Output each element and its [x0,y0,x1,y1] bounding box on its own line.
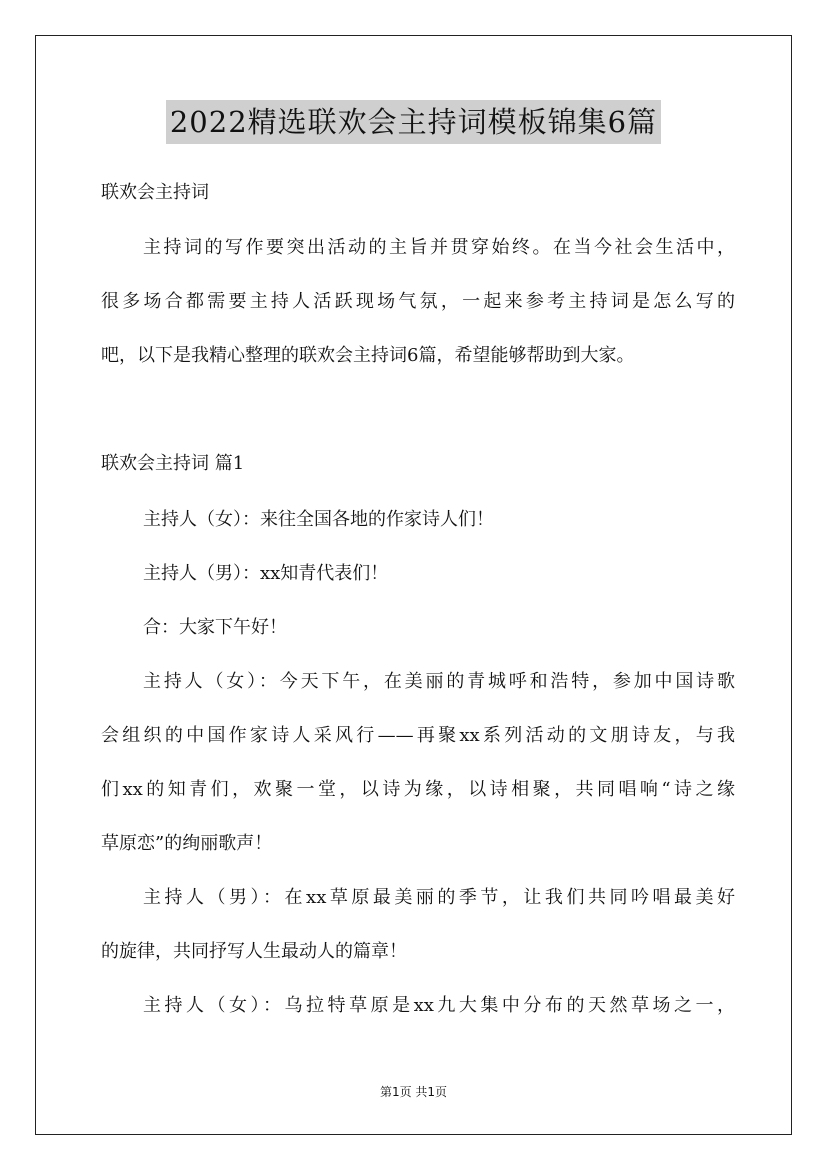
document-title [0,100,827,144]
script-line-9: 的旋律，共同抒写人生最动人的篇章！ [101,941,407,962]
script-line-1: 主持人（女）：来往全国各地的作家诗人们！ [143,509,494,530]
page-footer: 第1页 共1页 [379,1085,448,1099]
script-line-7: 草原恋”的绚丽歌声！ [101,833,273,854]
script-line-3: 合：大家下午好！ [143,617,287,638]
intro-line-2: 很多场合都需要主持人活跃现场气氛，一起来参考主持词是怎么写的 [101,291,735,312]
script-line-8: 主持人（男）：在xx草原最美丽的季节，让我们共同吟唱最美好 [143,887,735,908]
document-title-text: 2022精选联欢会主持词模板锦集6篇 [166,100,661,144]
script-line-4: 主持人（女）：今天下午，在美丽的青城呼和浩特，参加中国诗歌 [143,671,735,692]
script-line-2: 主持人（男）：xx知青代表们！ [143,563,389,584]
script-line-5: 会组织的中国作家诗人采风行——再聚xx系列活动的文朋诗友，与我 [101,725,735,746]
script-line-10: 主持人（女）：乌拉特草原是xx九大集中分布的天然草场之一， [143,995,735,1016]
script-line-6: 们xx的知青们，欢聚一堂，以诗为缘，以诗相聚，共同唱响“诗之缘 [101,779,735,800]
intro-line-3: 吧，以下是我精心整理的联欢会主持词6篇，希望能够帮助到大家。 [101,345,635,366]
heading-intro: 联欢会主持词 [101,182,209,203]
section-heading: 联欢会主持词 篇1 [101,453,245,474]
intro-line-1: 主持词的写作要突出活动的主旨并贯穿始终。在当今社会生活中， [143,237,735,258]
